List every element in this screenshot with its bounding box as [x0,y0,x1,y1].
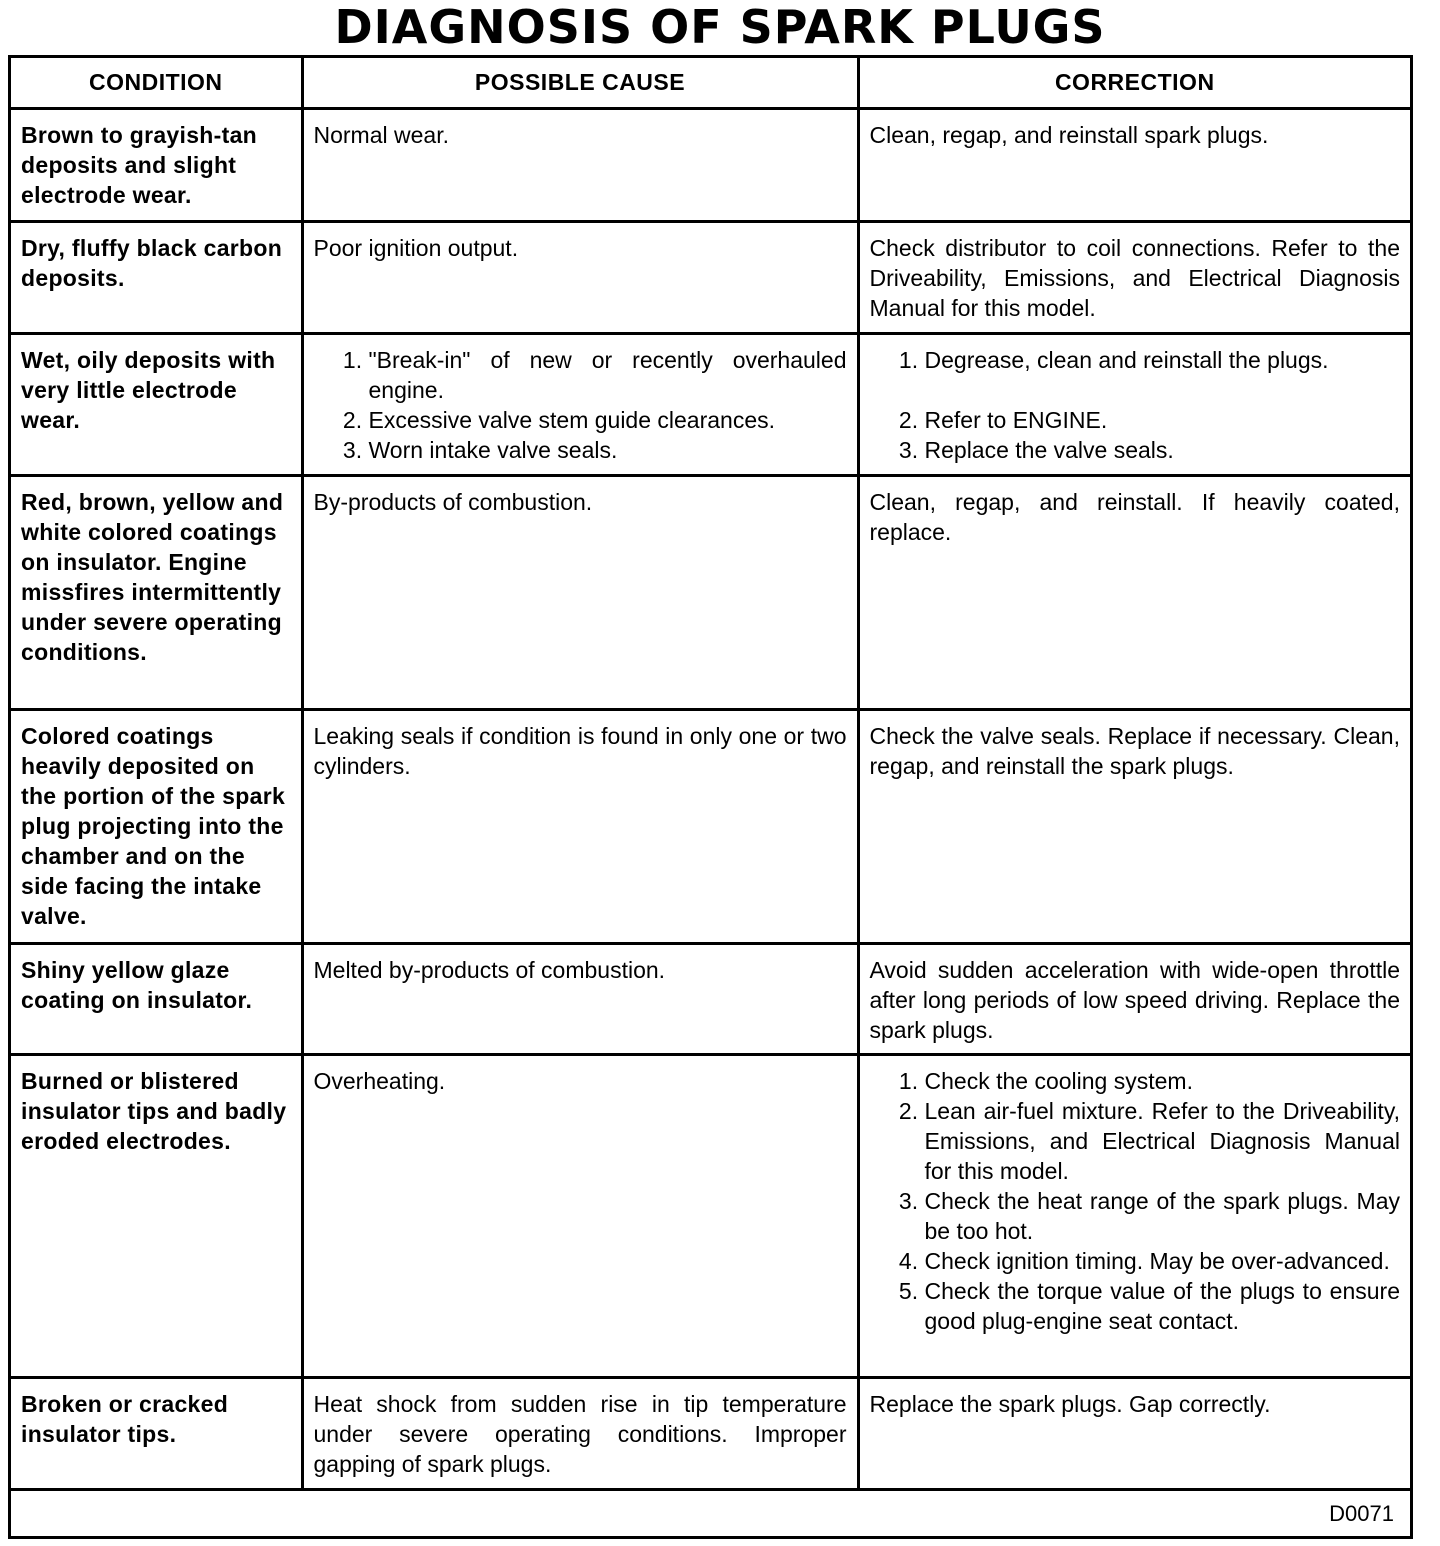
cause-cell [302,333,858,475]
correction-cell [858,1054,1410,1377]
condition-cell: Burned or blistered insulator tips and badly eroded electrodes. [11,1054,302,1377]
header-correction: CORRECTION [858,58,1410,108]
page-title: DIAGNOSIS OF SPARK PLUGS [334,0,1106,54]
cause-cell: Leaking seals if condition is found in only one or two cylinders. [302,709,858,943]
condition-cell: Brown to grayish-tan deposits and slight electrode wear. [11,108,302,221]
cause-cell: Heat shock from sudden rise in tip temperature under severe operating conditions. Improper gapping of spark plugs. [302,1377,858,1489]
header-possible-cause: POSSIBLE CAUSE [302,58,858,108]
condition-cell: Wet, oily deposits with very little electrode wear. [11,333,302,475]
diagnosis-table [11,58,1410,1537]
table-row [11,108,1410,221]
header-condition: CONDITION [11,58,302,108]
list-item: 2. Refer to ENGINE. [925,405,1401,435]
table-header-row [11,58,1410,108]
list-item: 4. Check ignition timing. May be over-advanced. [925,1246,1401,1276]
cause-cell: Normal wear. [302,108,858,221]
list-item: 1. Degrease, clean and reinstall the plugs. [925,345,1401,375]
table-footer-row [11,1489,1410,1537]
correction-cell [858,333,1410,475]
figure-code: D0071 [11,1489,1410,1537]
list-item: 2. Excessive valve stem guide clearances. [369,405,847,435]
correction-cell: Check the valve seals. Replace if necessary. Clean, regap, and reinstall the spark plugs. [858,709,1410,943]
condition-cell: Shiny yellow glaze coating on insulator. [11,943,302,1054]
list-item: 1. Check the cooling system. [925,1066,1401,1096]
list-item: 5. Check the torque value of the plugs to ensure good plug-engine seat contact. [925,1276,1401,1336]
condition-cell: Broken or cracked insulator tips. [11,1377,302,1489]
table-row [11,475,1410,709]
diagnosis-table-frame [8,55,1413,1539]
list-item: 3. Worn intake valve seals. [369,435,847,465]
cause-cell: By-products of combustion. [302,475,858,709]
table-row [11,943,1410,1054]
correction-cell: Clean, regap, and reinstall. If heavily coated, replace. [858,475,1410,709]
condition-cell: Colored coatings heavily deposited on the portion of the spark plug projecting into the chamber and on the side facing the intake valve. [11,709,302,943]
cause-cell: Overheating. [302,1054,858,1377]
list-item: 3. Check the heat range of the spark plugs. May be too hot. [925,1186,1401,1246]
table-row [11,1377,1410,1489]
cause-cell: Poor ignition output. [302,221,858,333]
correction-list [870,345,1401,465]
cause-cell: Melted by-products of combustion. [302,943,858,1054]
condition-cell: Dry, fluffy black carbon deposits. [11,221,302,333]
table-row [11,709,1410,943]
list-item: 3. Replace the valve seals. [925,435,1401,465]
correction-cell: Check distributor to coil connections. Refer to the Driveability, Emissions, and Electrical Diagnosis Manual for this model. [858,221,1410,333]
list-item: 1. "Break-in" of new or recently overhauled engine. [369,345,847,405]
table-row [11,1054,1410,1377]
correction-cell: Replace the spark plugs. Gap correctly. [858,1377,1410,1489]
correction-cell: Avoid sudden acceleration with wide-open throttle after long periods of low speed driving. Replace the spark plugs. [858,943,1410,1054]
correction-cell: Clean, regap, and reinstall spark plugs. [858,108,1410,221]
correction-list [870,1066,1401,1336]
condition-cell: Red, brown, yellow and white colored coatings on insulator. Engine missfires intermittently under severe operating conditions. [11,475,302,709]
cause-list [314,345,847,465]
table-row [11,221,1410,333]
list-item: 2. Lean air-fuel mixture. Refer to the Driveability, Emissions, and Electrical Diagnosis Manual for this model. [925,1096,1401,1186]
table-row [11,333,1410,475]
